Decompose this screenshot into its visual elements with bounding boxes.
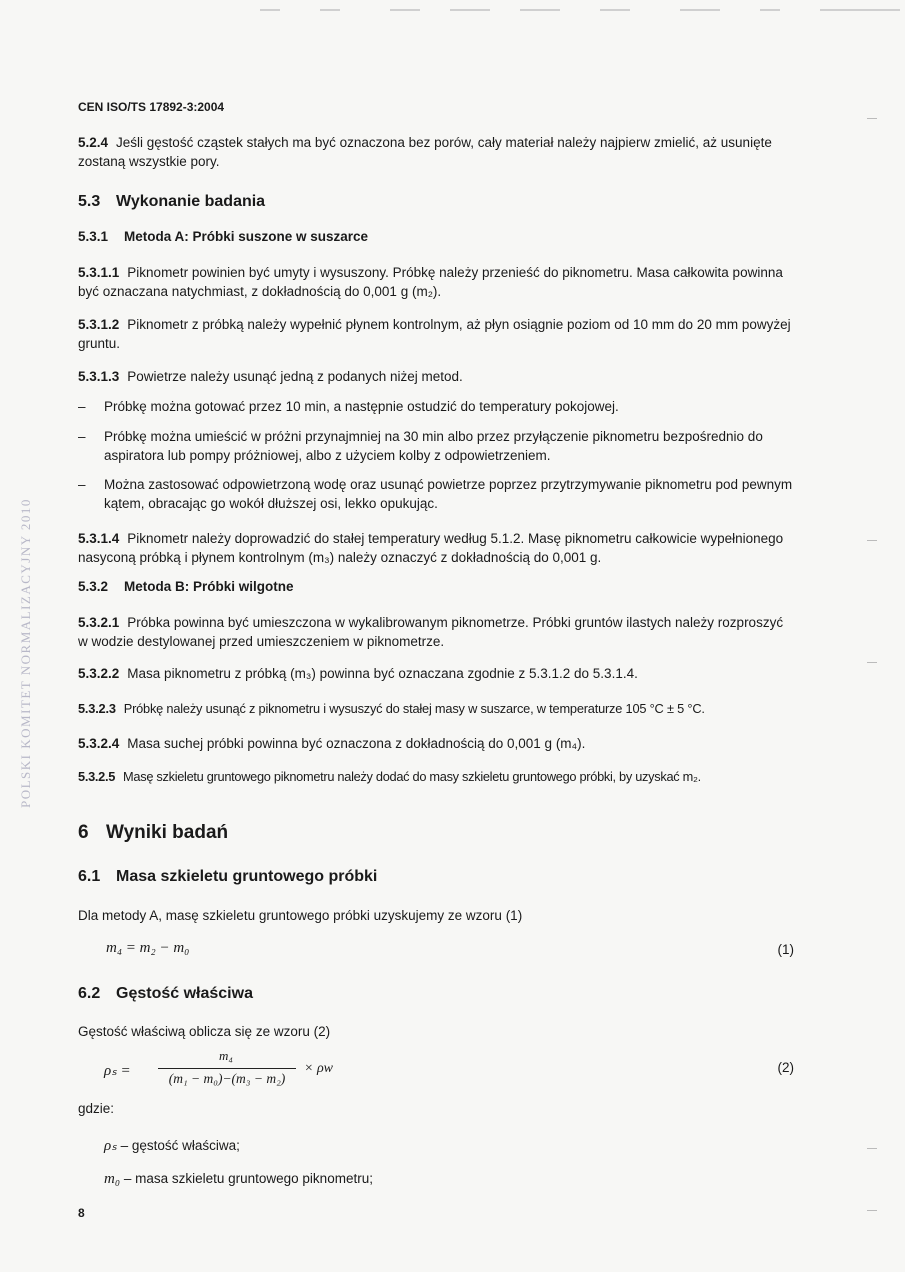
section-title: Masa szkieletu gruntowego próbki bbox=[116, 868, 378, 885]
paragraph-number: 5.3.2.3 bbox=[78, 701, 116, 716]
definition-symbol: m₀ bbox=[104, 1171, 121, 1187]
definition-item bbox=[104, 1136, 240, 1155]
definition-item bbox=[104, 1171, 373, 1188]
paragraph-number: 5.3.2.5 bbox=[78, 769, 116, 784]
paragraph-6-2: Gęstość właściwą oblicza się ze wzoru (2) bbox=[78, 1024, 331, 1039]
section-title: Wykonanie badania bbox=[116, 193, 266, 210]
equation-numerator: m₄ bbox=[219, 1048, 233, 1063]
standard-header: CEN ISO/TS 17892-3:2004 bbox=[78, 100, 225, 114]
fraction-bar bbox=[158, 1068, 296, 1069]
bullet-dash: – bbox=[78, 399, 86, 414]
where-label: gdzie: bbox=[78, 1101, 115, 1116]
paragraph-5-3-2-5 bbox=[78, 767, 794, 786]
bullet-dash: – bbox=[78, 429, 86, 444]
section-number: 5.3.2 bbox=[78, 579, 109, 594]
definition-text: – masa szkieletu gruntowego piknometru; bbox=[123, 1171, 373, 1186]
list-item-text: Próbkę można gotować przez 10 min, a następnie ostudzić do temperatury pokojowej. bbox=[104, 399, 619, 414]
paragraph-5-3-1-4 bbox=[78, 529, 794, 567]
paragraph-5-3-2-3 bbox=[78, 699, 794, 718]
paragraph-5-3-1-3 bbox=[78, 367, 794, 386]
paragraph-text: Próbkę należy usunąć z piknometru i wysuszyć do stałej masy w suszarce, w temperaturze 105 °C ± 5 °C. bbox=[123, 701, 705, 716]
section-title: Gęstość właściwa bbox=[116, 985, 253, 1002]
list-item-text: Próbkę można umieścić w próżni przynajmniej na 30 min albo przez przyłączenie piknometru bezpośrednio do aspiratora lub pompy próżniowej, albo z użyciem kolby z odpowietrzeniem. bbox=[104, 429, 763, 463]
paragraph-text: Powietrze należy usunąć jedną z podanych niżej metod. bbox=[127, 369, 463, 384]
equation-denominator: (m₁ − m₀)−(m₃ − m₂) bbox=[168, 1071, 286, 1086]
equation-1: m₄ = m₂ − m₀ bbox=[106, 940, 190, 956]
section-title: Metoda B: Próbki wilgotne bbox=[124, 579, 294, 594]
section-heading-5-3 bbox=[78, 193, 265, 211]
section-number: 6 bbox=[78, 822, 89, 843]
paragraph-text: Piknometr powinien być umyty i wysuszony. Próbkę należy przenieść do piknometru. Masa całkowita powinna być oznaczana natychmiast, z dokładnością do 0,001 g (m₂). bbox=[78, 265, 783, 299]
paragraph-number: 5.3.1.3 bbox=[78, 369, 120, 384]
paragraph-text: Piknometr z próbką należy wypełnić płynem kontrolnym, aż płyn osiągnie poziom od 10 mm do 20 mm powyżej gruntu. bbox=[78, 317, 791, 351]
paragraph-number: 5.3.2.4 bbox=[78, 736, 120, 751]
side-watermark: POLSKI KOMITET NORMALIZACYJNY 2010 bbox=[18, 498, 33, 808]
page-number: 8 bbox=[78, 1206, 85, 1220]
paragraph-number: 5.3.1.1 bbox=[78, 265, 120, 280]
paragraph-5-2-4 bbox=[78, 133, 794, 171]
equation-rhs: × ρw bbox=[304, 1061, 334, 1076]
paragraph-number: 5.3.1.2 bbox=[78, 317, 120, 332]
margin-mark bbox=[867, 1210, 877, 1211]
section-number: 5.3.1 bbox=[78, 229, 109, 244]
margin-mark bbox=[867, 118, 877, 119]
section-number: 5.3 bbox=[78, 193, 101, 210]
section-heading-6 bbox=[78, 822, 228, 844]
margin-mark bbox=[867, 662, 877, 663]
section-heading-5-3-2 bbox=[78, 579, 294, 594]
definition-text: – gęstość właściwa; bbox=[120, 1138, 240, 1153]
paragraph-5-3-1-2 bbox=[78, 315, 794, 353]
definition-symbol: ρₛ bbox=[104, 1138, 117, 1154]
equation-number-1: (1) bbox=[777, 942, 794, 957]
scan-artifact-dashes bbox=[260, 6, 900, 14]
paragraph-5-3-2-4 bbox=[78, 734, 794, 753]
section-heading-6-2 bbox=[78, 985, 253, 1003]
section-title: Metoda A: Próbki suszone w suszarce bbox=[124, 229, 369, 244]
bullet-dash: – bbox=[78, 477, 86, 492]
paragraph-6-1: Dla metody A, masę szkieletu gruntowego próbki uzyskujemy ze wzoru (1) bbox=[78, 908, 523, 923]
section-heading-5-3-1 bbox=[78, 229, 368, 244]
paragraph-5-3-1-1 bbox=[78, 263, 794, 301]
section-number: 6.1 bbox=[78, 868, 101, 885]
paragraph-text: Piknometr należy doprowadzić do stałej temperatury według 5.1.2. Masę piknometru całkowicie wypełnionego nasyconą próbką i płynem kontrolnym (m₃) należy oznaczyć z dokładnością do 0,001 g. bbox=[78, 531, 784, 565]
equation-lhs: ρₛ = bbox=[104, 1063, 131, 1079]
paragraph-5-3-2-2 bbox=[78, 664, 794, 683]
section-number: 6.2 bbox=[78, 985, 101, 1002]
section-title: Wyniki badań bbox=[106, 822, 229, 843]
paragraph-5-3-2-1 bbox=[78, 613, 794, 651]
paragraph-number: 5.2.4 bbox=[78, 135, 109, 150]
equation-2 bbox=[104, 1048, 384, 1096]
paragraph-number: 5.3.2.2 bbox=[78, 666, 120, 681]
paragraph-text: Masę szkieletu gruntowego piknometru należy dodać do masy szkieletu gruntowego próbki, by uzyskać m₂. bbox=[123, 769, 701, 784]
paragraph-text: Jeśli gęstość cząstek stałych ma być oznaczona bez porów, cały materiał należy najpierw zmielić, aż usunięte zostaną wszystkie pory. bbox=[78, 135, 772, 169]
paragraph-text: Próbka powinna być umieszczona w wykalibrowanym piknometrze. Próbki gruntów ilastych należy rozproszyć w wodzie destylowanej przed umieszczeniem w piknometrze. bbox=[78, 615, 784, 649]
paragraph-text: Masa suchej próbki powinna być oznaczona z dokładnością do 0,001 g (m₄). bbox=[127, 736, 586, 751]
list-item-text: Można zastosować odpowietrzoną wodę oraz usunąć powietrze poprzez przytrzymywanie piknometru pod pewnym kątem, obracając go wokół dłuższej osi, lekko opukując. bbox=[104, 477, 793, 511]
section-heading-6-1 bbox=[78, 868, 377, 886]
equation-number-2: (2) bbox=[777, 1060, 794, 1075]
paragraph-number: 5.3.1.4 bbox=[78, 531, 120, 546]
margin-mark bbox=[867, 540, 877, 541]
paragraph-number: 5.3.2.1 bbox=[78, 615, 120, 630]
margin-mark bbox=[867, 1148, 877, 1149]
paragraph-text: Masa piknometru z próbką (m₃) powinna być oznaczana zgodnie z 5.3.1.2 do 5.3.1.4. bbox=[127, 666, 638, 681]
